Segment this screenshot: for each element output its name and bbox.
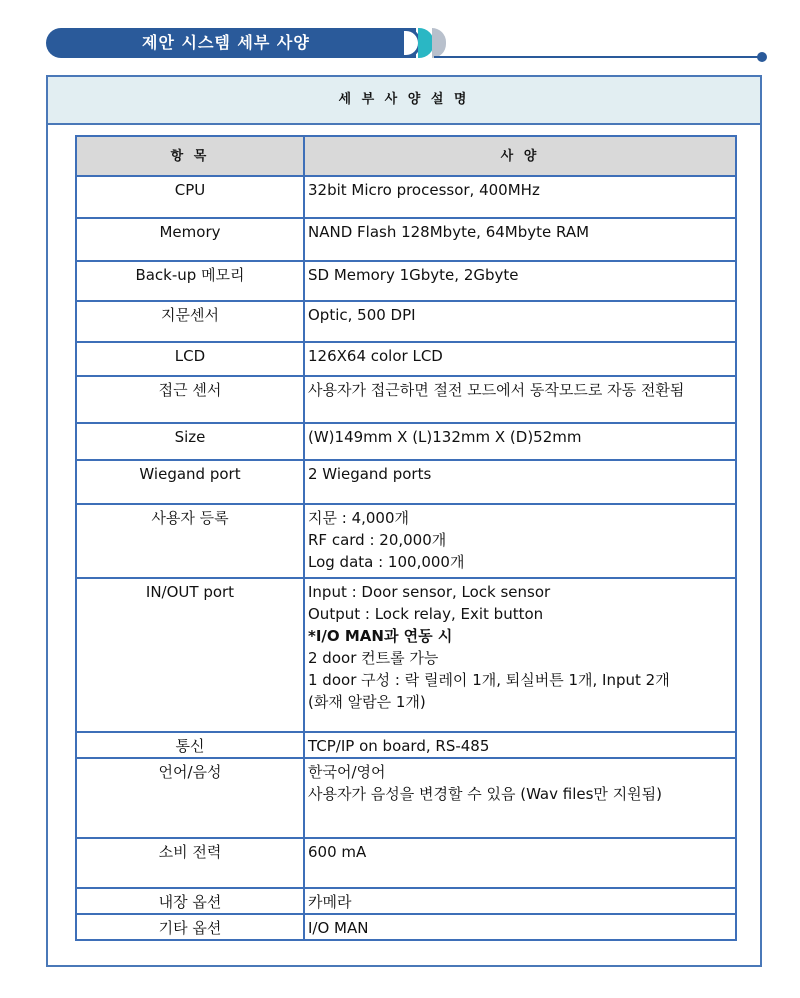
spec-value <box>304 888 736 914</box>
spec-item-label: 지문센서 <box>76 301 304 342</box>
table-row <box>76 342 736 376</box>
spec-value <box>304 578 736 732</box>
table-header-row <box>76 136 736 176</box>
table-row <box>76 578 736 732</box>
spec-value-line: SD Memory 1Gbyte, 2Gbyte <box>308 266 519 284</box>
spec-value-line: 1 door 구성 : 락 릴레이 1개, 퇴실버튼 1개, Input 2개 <box>308 671 670 689</box>
banner-chevron-decor <box>432 28 446 58</box>
table-row <box>76 888 736 914</box>
spec-value <box>304 261 736 301</box>
spec-value-line: 126X64 color LCD <box>308 347 443 365</box>
spec-item-label: 소비 전력 <box>76 838 304 888</box>
spec-value-line: I/O MAN <box>308 919 369 937</box>
spec-item-label: CPU <box>76 176 304 218</box>
column-header-item: 항 목 <box>76 136 304 176</box>
table-row <box>76 261 736 301</box>
spec-item-label: 사용자 등록 <box>76 504 304 578</box>
spec-value-line: (W)149mm X (L)132mm X (D)52mm <box>308 428 582 446</box>
spec-value-line: 한국어/영어 <box>308 763 386 781</box>
spec-value-line: Optic, 500 DPI <box>308 306 416 324</box>
panel-title: 세 부 사 양 설 명 <box>48 77 760 125</box>
spec-value-line: 사용자가 접근하면 절전 모드에서 동작모드로 자동 전환됨 <box>308 381 685 399</box>
table-row <box>76 460 736 504</box>
spec-item-label: 언어/음성 <box>76 758 304 838</box>
spec-item-label: IN/OUT port <box>76 578 304 732</box>
table-row <box>76 732 736 758</box>
spec-item-label: Back-up 메모리 <box>76 261 304 301</box>
spec-value-line: Output : Lock relay, Exit button <box>308 605 544 623</box>
spec-value-line: 사용자가 음성을 변경할 수 있음 (Wav files만 지원됨) <box>308 785 663 803</box>
spec-value <box>304 342 736 376</box>
spec-value-line: 2 door 컨트롤 가능 <box>308 649 439 667</box>
spec-value-line: NAND Flash 128Mbyte, 64Mbyte RAM <box>308 223 590 241</box>
spec-value <box>304 423 736 460</box>
spec-value <box>304 838 736 888</box>
spec-value-line: (화재 알람은 1개) <box>308 693 426 711</box>
spec-value-line: RF card : 20,000개 <box>308 531 447 549</box>
spec-value-line: 32bit Micro processor, 400MHz <box>308 181 540 199</box>
spec-item-label: Memory <box>76 218 304 261</box>
spec-value <box>304 732 736 758</box>
section-title: 제안 시스템 세부 사양 <box>46 28 416 58</box>
spec-value-line: TCP/IP on board, RS-485 <box>308 737 490 755</box>
spec-value <box>304 176 736 218</box>
spec-value-line: 600 mA <box>308 843 367 861</box>
header-rule <box>434 56 760 58</box>
spec-item-label: 내장 옵션 <box>76 888 304 914</box>
header-rule-dot <box>757 52 767 62</box>
table-row <box>76 758 736 838</box>
spec-item-label: Wiegand port <box>76 460 304 504</box>
spec-item-label: 접근 센서 <box>76 376 304 423</box>
spec-value-line: Log data : 100,000개 <box>308 553 465 571</box>
spec-value <box>304 504 736 578</box>
spec-value <box>304 218 736 261</box>
spec-value-line: *I/O MAN과 연동 시 <box>308 627 453 645</box>
spec-value <box>304 301 736 342</box>
spec-value <box>304 914 736 940</box>
table-row <box>76 504 736 578</box>
spec-value-line: 지문 : 4,000개 <box>308 509 410 527</box>
table-row <box>76 838 736 888</box>
spec-item-label: Size <box>76 423 304 460</box>
column-header-spec: 사 양 <box>304 136 736 176</box>
spec-value <box>304 460 736 504</box>
spec-item-label: 통신 <box>76 732 304 758</box>
spec-value-line: 2 Wiegand ports <box>308 465 432 483</box>
table-row <box>76 914 736 940</box>
spec-value-line: Input : Door sensor, Lock sensor <box>308 583 551 601</box>
table-row <box>76 376 736 423</box>
spec-item-label: LCD <box>76 342 304 376</box>
spec-value-line: 카메라 <box>308 893 352 911</box>
spec-value <box>304 758 736 838</box>
spec-item-label: 기타 옵션 <box>76 914 304 940</box>
spec-value <box>304 376 736 423</box>
table-row <box>76 423 736 460</box>
table-row <box>76 176 736 218</box>
table-row <box>76 301 736 342</box>
spec-table <box>75 135 737 941</box>
table-row <box>76 218 736 261</box>
